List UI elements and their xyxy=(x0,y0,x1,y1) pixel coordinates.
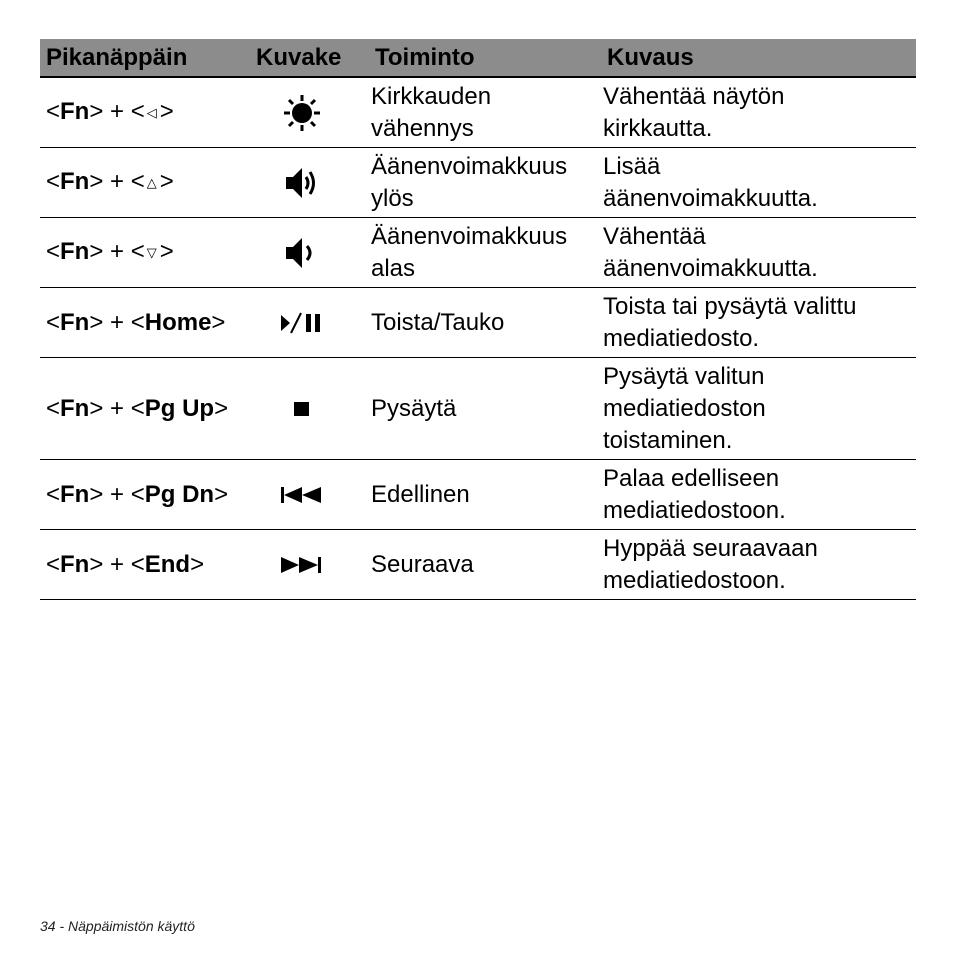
volume-up-icon xyxy=(282,163,322,203)
function-cell: Äänenvoimakkuus ylös xyxy=(369,148,601,218)
table-row xyxy=(40,358,916,460)
description-cell: Vähentää näytön kirkkautta. xyxy=(601,77,916,148)
description-cell: Vähentää äänenvoimakkuutta. xyxy=(601,218,916,288)
hotkey-table xyxy=(40,39,916,600)
header-icon: Kuvake xyxy=(254,39,369,77)
function-cell: Äänenvoimakkuus alas xyxy=(369,218,601,288)
description-cell: Hyppää seuraavaan mediatiedostoon. xyxy=(601,530,916,600)
down-arrow-key-symbol: ▽ xyxy=(146,245,157,260)
header-function: Toiminto xyxy=(369,39,601,77)
hotkey-cell: <Fn> + < ▽ > xyxy=(40,218,254,288)
hotkey-cell: <Fn> + <Pg Dn> xyxy=(40,460,254,530)
page-footer: 34 - Näppäimistön käyttö xyxy=(40,918,195,934)
hotkey-cell: <Fn> + <Home> xyxy=(40,288,254,358)
function-cell: Kirkkauden vähennys xyxy=(369,77,601,148)
icon-cell xyxy=(254,148,369,218)
table-row xyxy=(40,148,916,218)
function-cell: Edellinen xyxy=(369,460,601,530)
icon-cell xyxy=(254,288,369,358)
table-row xyxy=(40,77,916,148)
hotkey-cell: <Fn> + <Pg Up> xyxy=(40,358,254,460)
next-track-icon xyxy=(279,555,325,575)
hotkey-cell: <Fn> + < △ > xyxy=(40,148,254,218)
icon-cell xyxy=(254,358,369,460)
icon-cell xyxy=(254,460,369,530)
description-cell: Palaa edelliseen mediatiedostoon. xyxy=(601,460,916,530)
function-cell: Seuraava xyxy=(369,530,601,600)
hotkey-cell: <Fn> + < ◁ > xyxy=(40,77,254,148)
description-cell: Toista tai pysäytä valittu mediatiedosto. xyxy=(601,288,916,358)
play-pause-icon xyxy=(279,311,325,335)
table-row xyxy=(40,530,916,600)
table-header-row xyxy=(40,39,916,77)
icon-cell xyxy=(254,77,369,148)
table-row xyxy=(40,288,916,358)
function-cell: Pysäytä xyxy=(369,358,601,460)
stop-icon xyxy=(292,399,312,419)
icon-cell xyxy=(254,218,369,288)
volume-down-icon xyxy=(282,233,322,273)
previous-track-icon xyxy=(279,485,325,505)
table-row xyxy=(40,218,916,288)
description-cell: Lisää äänenvoimakkuutta. xyxy=(601,148,916,218)
function-cell: Toista/Tauko xyxy=(369,288,601,358)
header-description: Kuvaus xyxy=(601,39,916,77)
brightness-down-icon xyxy=(282,93,322,133)
table-row xyxy=(40,460,916,530)
description-cell: Pysäytä valitun mediatiedoston toistaminen. xyxy=(601,358,916,460)
icon-cell xyxy=(254,530,369,600)
hotkey-cell: <Fn> + <End> xyxy=(40,530,254,600)
left-arrow-key-symbol: ◁ xyxy=(146,105,157,120)
up-arrow-key-symbol: △ xyxy=(146,175,157,190)
header-key: Pikanäppäin xyxy=(40,39,254,77)
